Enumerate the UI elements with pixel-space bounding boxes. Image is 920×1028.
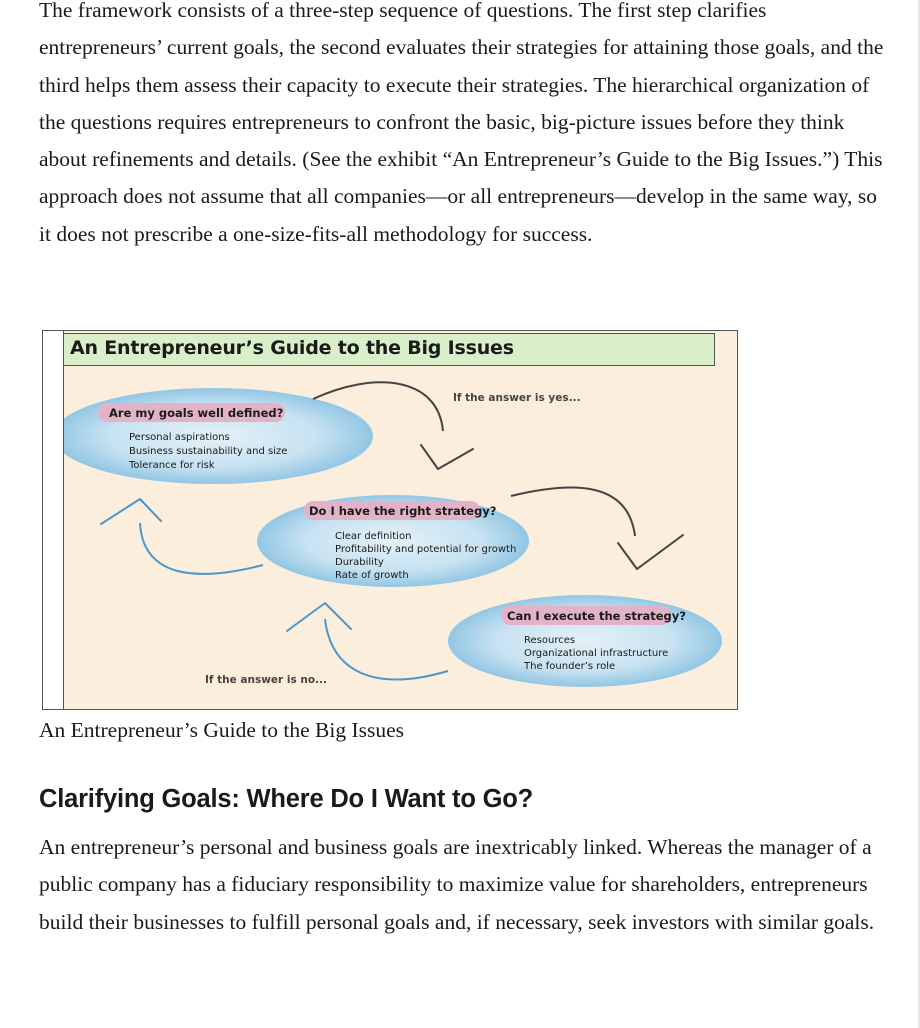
yes-arrow-2 [511,487,635,536]
strategy-item: Durability [335,557,384,568]
yes-note: If the answer is yes... [453,392,581,404]
execute-item: The founder’s role [524,661,616,672]
no-arrowhead-1 [101,499,161,524]
goals-item: Business sustainability and size [129,446,288,457]
exhibit-diagram [43,331,738,710]
goals-item: Personal aspirations [129,432,230,443]
yes-arrowhead-2 [618,535,683,569]
execute-item: Organizational infrastructure [524,648,669,659]
no-note: If the answer is no... [205,674,328,686]
figure-caption: An Entrepreneur’s Guide to the Big Issues [39,718,405,742]
no-arrow-2 [325,619,448,679]
figure-title-bar [63,333,715,366]
no-arrowhead-2 [287,603,351,631]
execute-item: Resources [524,635,576,646]
strategy-question: Do I have the right strategy? [309,504,497,518]
goals-question: Are my goals well defined? [109,406,284,420]
figure-left-rule [63,331,64,710]
exhibit-figure [42,330,738,710]
section-heading: Clarifying Goals: Where Do I Want to Go? [39,785,533,813]
strategy-item: Clear definition [335,531,412,542]
goals-item: Tolerance for risk [129,460,215,471]
strategy-item: Profitability and potential for growth [335,544,517,555]
intro-paragraph: The framework consists of a three-step sequence of questions. The first step clarifies entrepreneurs’ current goals, the second evaluates their strategies for attaining those goals, and the third helps them assess their capacity to execute their strategies. The hierarchical organization of the questions requires entrepreneurs to confront the basic, big-picture issues before they think about refinements and details. (See the exhibit “An Entrepreneur’s Guide to the Big Issues.”) This approach does not assume that all companies—or all entrepreneurs—develop in the same way, so it does not prescribe a one-size-fits-all methodology for success. [39,0,884,246]
yes-arrowhead-1 [421,445,473,469]
strategy-item: Rate of growth [335,570,409,581]
execute-question: Can I execute the strategy? [507,609,686,623]
figure-title: An Entrepreneur’s Guide to the Big Issues [70,337,514,359]
section-paragraph: An entrepreneur’s personal and business goals are inextricably linked. Whereas the manager of a public company has a fiduciary responsibility to maximize value for shareholders, entrepreneurs build their businesses to fulfill personal goals and, if necessary, seek investors with similar goals. [39,835,875,934]
no-arrow-1 [140,523,263,574]
figure-left-margin [43,331,63,710]
